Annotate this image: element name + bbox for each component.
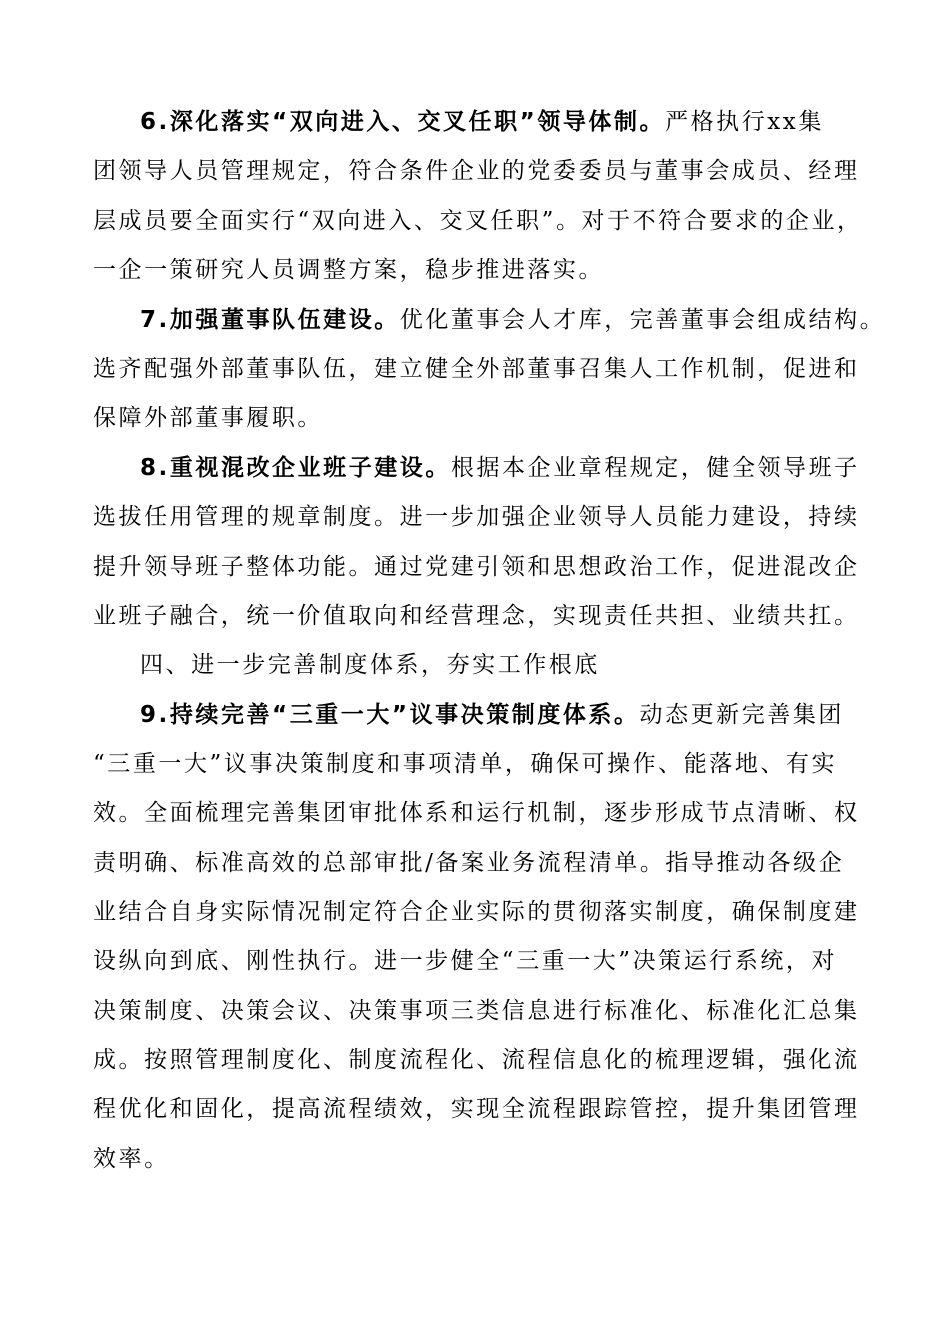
- paragraph-9-line-2: “三重一大”议事决策制度和事项清单，确保可操作、能落地、有实: [93, 751, 838, 777]
- paragraph-6-line-3: 层成员要全面实行“双向进入、交叉任职”。对于不符合要求的企业，: [93, 208, 863, 234]
- paragraph-6-line-2: 团领导人员管理规定，符合条件企业的党委委员与董事会成员、经理: [93, 158, 860, 184]
- paragraph-8-line-2: 选拔任用管理的规章制度。进一步加强企业领导人员能力建设，持续: [93, 504, 860, 530]
- paragraph-9-line-1: [140, 699, 844, 731]
- paragraph-6-title: 6.深化落实“双向进入、交叉任职”领导体制。: [140, 109, 666, 135]
- paragraph-9-line-10: 效率。: [93, 1146, 170, 1172]
- paragraph-8-line-3: 提升领导班子整体功能。通过党建引领和思想政治工作，促进混改企: [93, 554, 860, 580]
- paragraph-9-title: 9.持续完善“三重一大”议事决策制度体系。: [140, 702, 640, 728]
- paragraph-8-line-1: [140, 452, 860, 484]
- paragraph-9-line-4: 责明确、标准高效的总部审批/备案业务流程清单。指导推动各级企: [93, 850, 845, 876]
- paragraph-6-text: 严格执行xx集: [665, 109, 824, 135]
- paragraph-8-text: 根据本企业章程规定，健全领导班子: [450, 455, 860, 481]
- paragraph-9-line-9: 程优化和固化，提高流程绩效，实现全流程跟踪管控，提升集团管理: [93, 1096, 860, 1122]
- paragraph-7-line-2: 选齐配强外部董事队伍，建立健全外部董事召集人工作机制，促进和: [93, 356, 860, 382]
- paragraph-7-line-3: 保障外部董事履职。: [93, 405, 323, 431]
- paragraph-9-line-5: 业结合自身实际情况制定符合企业实际的贯彻落实制度，确保制度建: [93, 899, 860, 925]
- paragraph-9-line-7: 决策制度、决策会议、决策事项三类信息进行标准化、标准化汇总集: [93, 998, 860, 1024]
- paragraph-7-line-1: [140, 304, 885, 336]
- paragraph-9-line-6: 设纵向到底、刚性执行。进一步健全“三重一大”决策运行系统，对: [93, 948, 838, 974]
- paragraph-6-line-4: 一企一策研究人员调整方案，稳步推进落实。: [93, 257, 604, 283]
- paragraph-7-title: 7.加强董事队伍建设。: [140, 307, 400, 333]
- section-heading: 四、进一步完善制度体系，夯实工作根底: [140, 652, 600, 678]
- paragraph-6-line-1: [140, 106, 824, 138]
- paragraph-9-line-3: 效。全面梳理完善集团审批体系和运行机制，逐步形成节点清晰、权: [93, 800, 860, 826]
- paragraph-8-title: 8.重视混改企业班子建设。: [140, 455, 451, 481]
- paragraph-9-text: 动态更新完善集团: [639, 702, 844, 728]
- paragraph-7-text: 优化董事会人才库，完善董事会组成结构。: [399, 307, 886, 333]
- paragraph-9-line-8: 成。按照管理制度化、制度流程化、流程信息化的梳理逻辑，强化流: [93, 1047, 860, 1073]
- paragraph-8-line-4: 业班子融合，统一价值取向和经营理念，实现责任共担、业绩共扛。: [93, 603, 860, 629]
